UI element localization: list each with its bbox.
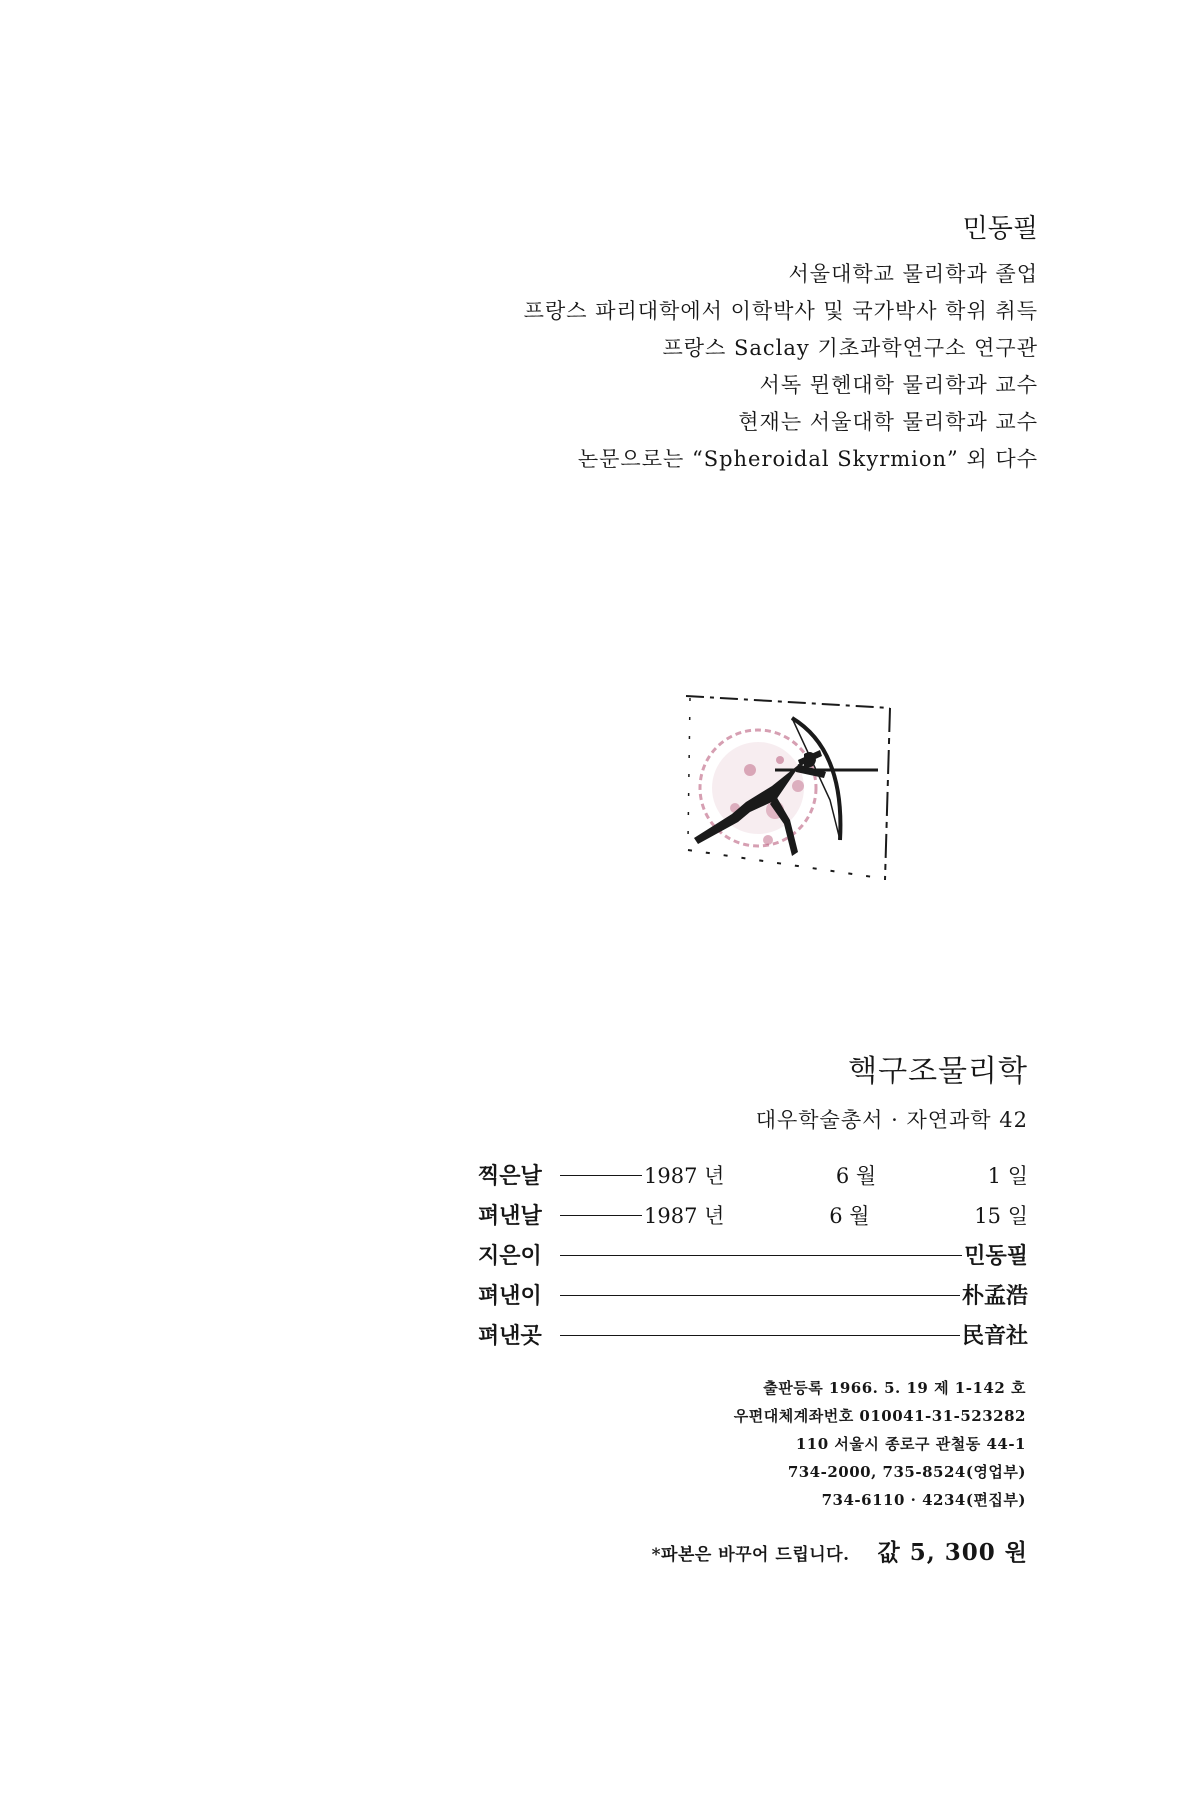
published-month: 6 월	[829, 1204, 870, 1228]
book-title: 핵구조물리학	[848, 1054, 1028, 1089]
bio-line-6: 논문으로는 “Spheroidal Skyrmion” 외 다수	[577, 447, 1038, 471]
printed-month: 6 월	[835, 1164, 877, 1188]
printed-year: 1987 년	[644, 1164, 725, 1188]
publisher-label: 펴낸곳	[478, 1323, 542, 1349]
published-date-row	[478, 1196, 1028, 1236]
publisher-value: 民音社	[961, 1323, 1028, 1349]
registry-line-1: 출판등록 1966. 5. 19 제 1-142 호	[763, 1379, 1026, 1397]
bio-line-2: 프랑스 파리대학에서 이학박사 및 국가박사 학위 취득	[523, 299, 1038, 323]
author-value: 민동필	[964, 1243, 1028, 1269]
published-label: 펴낸날	[478, 1203, 542, 1229]
bio-line-4: 서독 뮌헨대학 물리학과 교수	[759, 373, 1038, 397]
registry-line-5: 734-6110 · 4234(편집부)	[821, 1491, 1026, 1509]
printed-label: 찍은날	[478, 1163, 542, 1189]
leader-line	[560, 1255, 962, 1256]
publisher-logo	[680, 690, 920, 900]
leader-line	[560, 1215, 642, 1216]
leader-line	[560, 1175, 642, 1176]
archer-logo-icon	[680, 690, 920, 900]
published-date	[644, 1196, 1028, 1236]
price-line	[468, 1534, 1028, 1567]
colophon-info	[478, 1156, 1028, 1356]
published-day: 15 일	[974, 1204, 1028, 1228]
bio-line-1: 서울대학교 물리학과 졸업	[788, 262, 1038, 286]
bio-line-5: 현재는 서울대학 물리학과 교수	[738, 410, 1038, 434]
publisher-person-row	[478, 1276, 1028, 1316]
author-row	[478, 1236, 1028, 1276]
colophon	[468, 1052, 1028, 1567]
author-label: 지은이	[478, 1243, 542, 1269]
printed-date	[644, 1156, 1028, 1196]
bio-line-3: 프랑스 Saclay 기초과학연구소 연구관	[662, 336, 1038, 360]
printed-date-row	[478, 1156, 1028, 1196]
published-year: 1987 년	[644, 1204, 725, 1228]
registry-line-2: 우편대체계좌번호 010041-31-523282	[733, 1407, 1026, 1425]
leader-line	[560, 1295, 960, 1296]
registry-info	[468, 1374, 1028, 1514]
price: 값 5, 300 원	[877, 1539, 1028, 1566]
printed-day: 1 일	[987, 1164, 1028, 1188]
registry-line-4: 734-2000, 735-8524(영업부)	[787, 1463, 1026, 1481]
leader-line	[560, 1335, 960, 1336]
publisher-person-label: 펴낸이	[478, 1283, 542, 1309]
author-name: 민동필	[962, 214, 1038, 244]
publisher-person-value: 朴孟浩	[961, 1283, 1028, 1309]
replacement-note: *파본은 바꾸어 드립니다.	[651, 1545, 850, 1565]
series-name: 대우학술총서 · 자연과학 42	[755, 1108, 1028, 1132]
author-bio	[278, 212, 1038, 478]
publisher-row	[478, 1316, 1028, 1356]
registry-line-3: 110 서울시 종로구 관철동 44-1	[795, 1435, 1026, 1453]
